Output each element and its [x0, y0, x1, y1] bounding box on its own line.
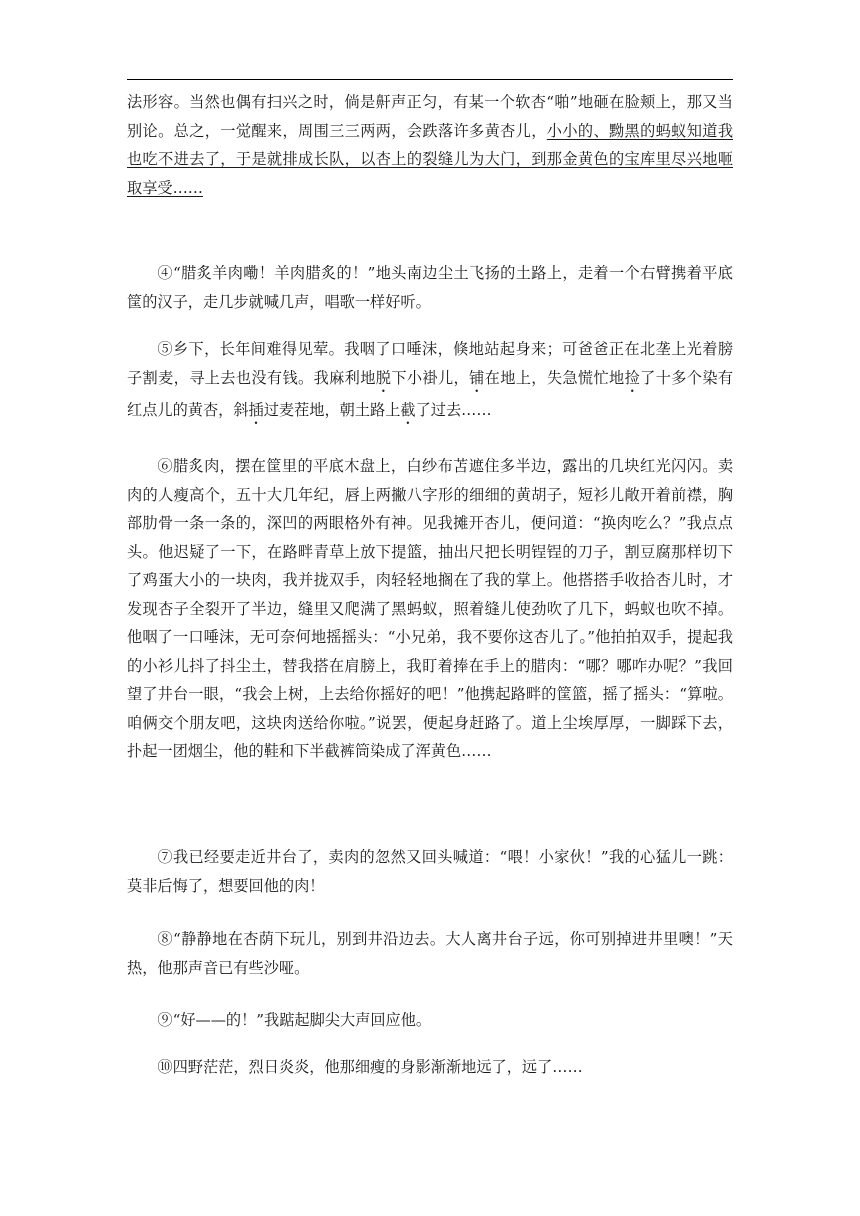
paragraph-continued	[127, 88, 733, 202]
paragraph-4: ④“腊炙羊肉嘞！羊肉腊炙的！”地头南边尘土飞扬的土路上，走着一个右臂携着平底筐的汉子，走几步就喊几声，唱歌一样好听。	[127, 264, 733, 311]
paragraph-continued-text: 法形容。当然也偶有扫兴之时，倘是鼾声正匀，有某一个软杏“啪”地砸在脸颊上，那又当别论。总之，一觉醒来，周围三三两两，会跌落许多黄杏儿，	[127, 93, 733, 140]
p5-text-e: 过麦茬地，朝土路上	[263, 400, 401, 419]
header-rule	[127, 79, 733, 80]
paragraph-7: ⑦我已经要走近井台了，卖肉的忽然又回头喊道：“喂！小家伙！”我的心猛儿一跳：莫非后悔了，想要回他的肉！	[127, 848, 733, 895]
emphasis-char-tuo: 脱	[375, 368, 392, 387]
p5-text-b: 下小褂儿，	[391, 368, 470, 387]
paragraph-9: ⑨“好——的！”我踮起脚尖大声回应他。	[157, 1011, 432, 1029]
p5-text-d: 了十多个染有红点儿的黄杏，斜	[127, 368, 734, 419]
paragraph-6: ⑥腊炙肉，摆在筐里的平底木盘上，白纱布苫遮住多半边，露出的几块红光闪闪。卖肉的人瘦高个，五十大几年纪，唇上两撇八字形的细细的黄胡子，短衫儿敞开着前襟，胸部肋骨一条一条的，深凹的两眼格外有神。见我摊开杏儿，便问道：“换肉吃么？”我点点头。他迟疑了一下，在路畔青草上放下提篮，抽出尺把长明锃锃的刀子，割豆腐那样切下了鸡蛋大小的一块肉，我并拢双手，肉轻轻地搁在了我的掌上。他搭搭手收拾杏儿时，才发现杏子全裂开了半边，缝里又爬满了黑蚂蚁，照着缝儿使劲吹了几下，蚂蚁也吹不掉。他咽了一口唾沫，无可奈何地摇摇头：“小兄弟，我不要你这杏儿了。”他拍拍双手，提起我的小衫儿抖了抖尘土，替我搭在肩膀上，我盯着捧在手上的腊肉：“哪？哪咋办呢？”我回望了井台一眼，“我会上树，上去给你摇好的吧！”他携起路畔的筐篮，摇了摇头：“算啦。咱俩交个朋友吧，这块肉送给你啦。”说罢，便起身赶路了。道上尘埃厚厚，一脚踩下去，扑起一团烟尘，他的鞋和下半截裤筒染成了浑黄色……	[127, 457, 733, 760]
p5-text-a: ⑤乡下，长年间难得见荤。我咽了口唾沫，倏地站起身来；可爸爸正在北垄上光着膀子割麦，寻上去也没有钱。我麻利地	[127, 340, 733, 387]
emphasis-char-jie: 截	[400, 400, 416, 419]
emphasis-char-jian: 捡	[624, 368, 641, 387]
p5-text-c: 在地上，失急慌忙地	[484, 368, 625, 387]
underlined-sentence: 小小的、黝黑的蚂蚁知道我也吃不进去了，于是就排成长队，以杏上的裂缝儿为大门，到那金黄色的宝库里尽兴地咂取享受……	[127, 121, 734, 197]
paragraph-10: ⑩四野茫茫，烈日炎炎，他那细瘦的身影渐渐地远了，远了……	[157, 1058, 583, 1076]
paragraph-8: ⑧“静静地在杏荫下玩儿，别到井沿边去。大人离井台子远，你可别掉进井里噢！”天热，他那声音已有些沙哑。	[127, 930, 733, 977]
p5-text-f: 了过去……	[415, 400, 492, 419]
paragraph-5	[127, 335, 733, 428]
emphasis-char-cha: 插	[248, 400, 264, 419]
emphasis-char-pu: 铺	[469, 368, 485, 387]
